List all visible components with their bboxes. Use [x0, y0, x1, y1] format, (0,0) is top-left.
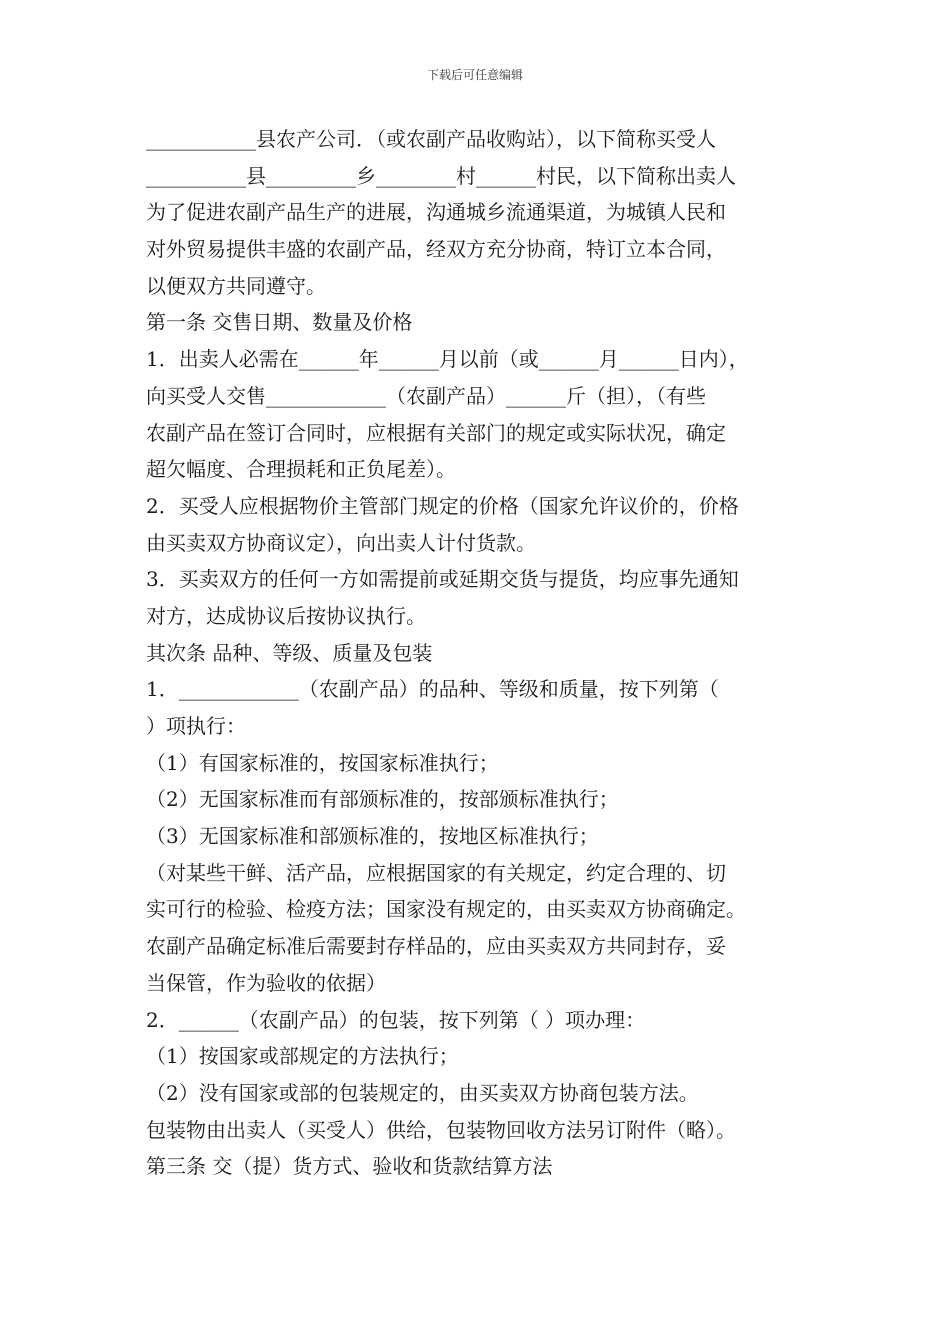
- paragraph-line: （2）无国家标准而有部颁标准的，按部颁标准执行；: [146, 787, 619, 812]
- paragraph-line: ）项执行：: [146, 714, 246, 738]
- paragraph-line: 超欠幅度、合理损耗和正负尾差）。: [146, 457, 456, 482]
- paragraph-line: （3）无国家标准和部颁标准的，按地区标准执行；: [146, 824, 599, 849]
- paragraph-line: 对方，达成协议后按协议执行。: [146, 603, 426, 628]
- paragraph-line: 包装物由出卖人（买受人）供给，包装物回收方法另订附件（略）。: [146, 1117, 736, 1142]
- paragraph-line: ___________县农产公司．（或农副产品收购站），以下简称买受人: [146, 127, 716, 151]
- paragraph-line: 向买受人交售____________（农副产品）______斤（担），（有些: [146, 383, 706, 408]
- paragraph-line: 以便双方共同遵守。: [146, 273, 326, 298]
- paragraph-line: 实可行的检验、检疫方法；国家没有规定的，由买卖双方协商确定。: [146, 897, 746, 922]
- paragraph-line: 为了促进农副产品生产的进展，沟通城乡流通渠道，为城镇人民和: [146, 200, 726, 225]
- section-heading: 其次条 品种、等级、质量及包装: [146, 640, 433, 665]
- paragraph-line: 当保管，作为验收的依据）: [146, 970, 386, 995]
- paragraph-line: 1．____________（农副产品）的品种、等级和质量，按下列第（: [146, 677, 719, 702]
- paragraph-line: 2．______（农副产品）的包装，按下列第（ ）项办理：: [146, 1007, 646, 1032]
- paragraph-line: __________县_________乡________村______村民，以下简称出卖人: [146, 163, 736, 188]
- paragraph-line: 由买卖双方协商议定），向出卖人计付货款。: [146, 530, 536, 555]
- paragraph-line: 农副产品确定标准后需要封存样品的，应由买卖双方共同封存，妥: [146, 934, 726, 959]
- paragraph-line: 1．出卖人必需在______年______月以前（或______月______日内），: [146, 347, 749, 372]
- paragraph-line: 农副产品在签订合同时，应根据有关部门的规定或实际状况，确定: [146, 420, 726, 445]
- paragraph-line: （对某些干鲜、活产品，应根据国家的有关规定，约定合理的、切: [146, 860, 726, 885]
- section-heading: 第三条 交（提）货方式、验收和货款结算方法: [146, 1154, 553, 1179]
- contract-body: [146, 121, 836, 1185]
- paragraph-line: （1）有国家标准的，按国家标准执行；: [146, 750, 499, 775]
- section-heading: 第一条 交售日期、数量及价格: [146, 310, 413, 335]
- paragraph-line: 2．买受人应根据物价主管部门规定的价格（国家允许议价的，价格: [146, 493, 739, 518]
- paragraph-line: （2）没有国家或部的包装规定的，由买卖双方协商包装方法。: [146, 1080, 699, 1105]
- paragraph-line: （1）按国家或部规定的方法执行；: [146, 1044, 459, 1069]
- paragraph-line: 对外贸易提供丰盛的农副产品，经双方充分协商，特订立本合同，: [146, 237, 726, 262]
- page-header: 下载后可任意编辑: [426, 68, 523, 82]
- paragraph-line: 3．买卖双方的任何一方如需提前或延期交货与提货，均应事先通知: [146, 567, 739, 592]
